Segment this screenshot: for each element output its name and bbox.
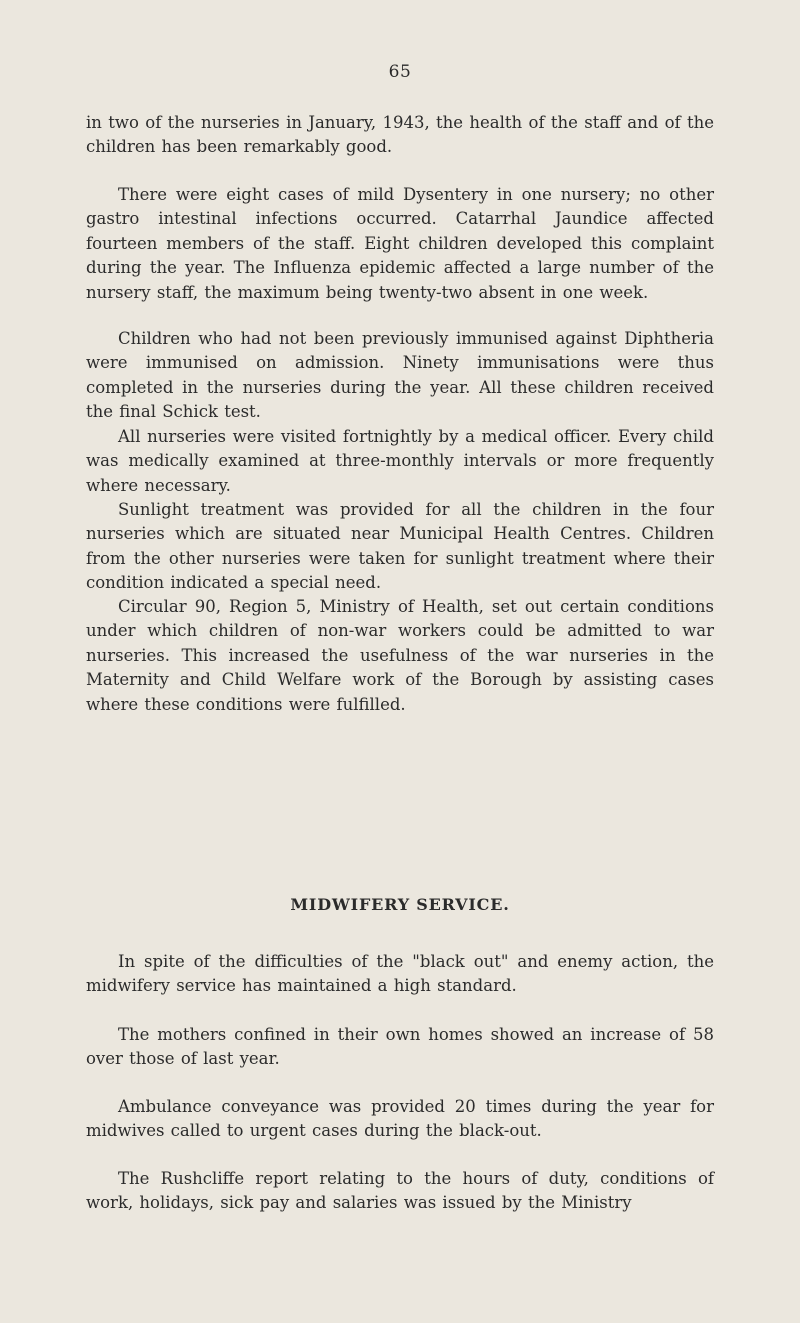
- paragraph-1: in two of the nurseries in January, 1943, the health of the staff and of the children has been remarkably good.: [86, 113, 714, 157]
- section-heading: MIDWIFERY SERVICE.: [290, 895, 510, 914]
- paragraph-2: There were eight cases of mild Dysentery in one nursery; no other gastro intestinal infections occurred. Catarrhal Jaundice affected fourteen members of the staff. Eight children developed this complaint during the year. The Influenza epidemic affected a large number of the nursery staff, the maximum being twenty-two absent in one week.: [86, 185, 714, 302]
- paragraph-3: Children who had not been previously immunised against Diphtheria were immunised on admission. Ninety immunisations were thus completed in the nurseries during the year. All these children received the final Schick test.: [86, 329, 714, 422]
- section-paragraph-2: The mothers confined in their own homes showed an increase of 58 over those of last year.: [86, 1025, 714, 1069]
- paragraph-6: Circular 90, Region 5, Ministry of Health, set out certain conditions under which children of non-war workers could be admitted to war nurseries. This increased the usefulness of the war nurseries in the Maternity and Child Welfare work of the Borough by assisting cases where these conditions were fulfilled.: [86, 597, 714, 714]
- section-paragraph-4: The Rushcliffe report relating to the hours of duty, conditions of work, holidays, sick pay and salaries was issued by the Ministry: [86, 1169, 714, 1213]
- paragraph-5: Sunlight treatment was provided for all the children in the four nurseries which are situated near Municipal Health Centres. Children from the other nurseries were taken for sunlight treatment where their condition indicated a special need.: [86, 500, 714, 593]
- section-paragraph-1: In spite of the difficulties of the "black out" and enemy action, the midwifery service has maintained a high standard.: [86, 952, 714, 996]
- page-number: 65: [388, 62, 412, 82]
- paragraph-4: All nurseries were visited fortnightly by a medical officer. Every child was medically examined at three-monthly intervals or more frequently where necessary.: [86, 427, 714, 495]
- section-paragraph-3: Ambulance conveyance was provided 20 times during the year for midwives called to urgent cases during the black-out.: [86, 1097, 714, 1141]
